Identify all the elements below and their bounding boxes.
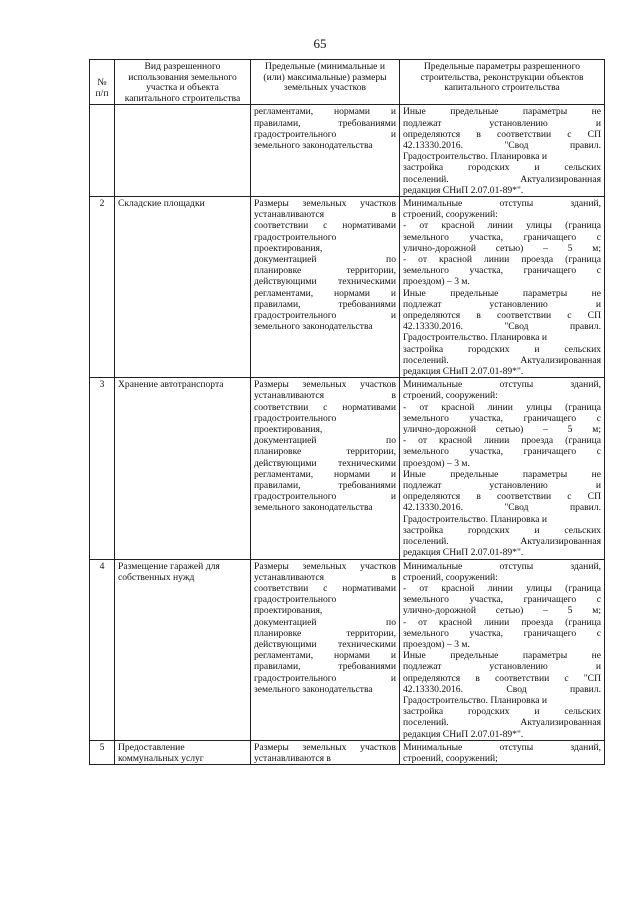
text-line: застройка городских и сельских	[403, 162, 601, 174]
text-line: земельного участка, граничащего с	[403, 231, 601, 243]
text-line: документацией по	[254, 254, 396, 266]
text-line: Минимальные отступы зданий,	[403, 560, 601, 572]
text-line: редакция СНиП 2.07.01-89*".	[403, 184, 524, 196]
text-line: устанавливаются в	[254, 390, 396, 402]
text-line: Хранение автотранспорта	[118, 379, 224, 391]
text-line: Градостроительство. Планировка и	[403, 151, 548, 163]
use-cell	[115, 105, 251, 197]
row-number: 2	[90, 197, 115, 378]
text-line: Иные предельные параметры не	[403, 106, 601, 118]
size-cell	[251, 197, 400, 378]
text-line: улично-дорожной сетью) – 5 м;	[403, 424, 601, 436]
text-line: соответствии с нормативами	[254, 582, 396, 594]
text-line: поселений. Актуализированная	[403, 536, 601, 548]
text-line: - от красной линии проезда (граница	[403, 435, 601, 447]
row-number: 3	[90, 378, 115, 559]
text-line: подлежат установлению и	[403, 480, 601, 492]
text-line: строений, сооружений:	[403, 390, 498, 402]
row-number: 4	[90, 559, 115, 740]
text-line: земельного законодательства	[254, 683, 373, 695]
text-line: Иные предельные параметры не	[403, 468, 601, 480]
text-line: Иные предельные параметры не	[403, 650, 601, 662]
text-line: застройка городских и сельских	[403, 524, 601, 536]
text-line: земельного законодательства	[254, 321, 373, 333]
text-line: соответствии с нормативами	[254, 220, 396, 232]
size-cell	[251, 105, 400, 197]
text-line: Складские площадки	[118, 198, 205, 209]
params-cell	[400, 559, 605, 740]
text-line: - от красной линии улицы (граница	[403, 220, 601, 232]
text-line: устанавливаются в	[254, 209, 396, 221]
text-line: 42.13330.2016. "Свод правил.	[403, 321, 601, 333]
use-cell	[115, 559, 251, 740]
text-line: проездом) – 3 м.	[403, 276, 470, 288]
text-line: регламентами, нормами и	[254, 468, 396, 480]
text-line: - от красной линии улицы (граница	[403, 582, 601, 594]
text-line: строений, сооружений;	[403, 752, 498, 764]
text-line: улично-дорожной сетью) – 5 м;	[403, 605, 601, 617]
text-line: планировке территории,	[254, 627, 396, 639]
params-cell	[400, 105, 605, 197]
text-line: проектирования,	[254, 605, 323, 617]
text-line: земельного участка, граничащего с	[403, 412, 601, 424]
text-line: действующими техническими	[254, 457, 396, 469]
header-num: № п/п	[90, 60, 115, 105]
text-line: документацией по	[254, 435, 396, 447]
text-line: строений, сооружений:	[403, 571, 498, 583]
text-line: земельного участка, граничащего с	[403, 627, 601, 639]
regulations-table	[89, 59, 605, 765]
text-line: Размеры земельных участков	[254, 198, 396, 209]
text-line: градостроительного и	[254, 128, 396, 140]
text-line: Минимальные отступы зданий,	[403, 379, 601, 391]
text-line: земельного участка, граничащего с	[403, 265, 601, 277]
row-number: 5	[90, 740, 115, 764]
use-cell	[115, 197, 251, 378]
text-line: земельного участка, граничащего с	[403, 446, 601, 458]
text-line: определяются в соответствии с СП	[403, 128, 601, 140]
text-line: Градостроительство. Планировка и	[403, 332, 548, 344]
text-line: проектирования,	[254, 424, 323, 436]
table-header-row	[90, 60, 605, 105]
text-line: 42.13330.2016. "Свод правил.	[403, 139, 601, 151]
header-params: Предельные параметры разрешенного строительства, реконструкции объектов капитального строительства	[400, 60, 605, 105]
text-line: строений, сооружений:	[403, 209, 498, 221]
text-line: Размеры земельных участков	[254, 379, 396, 391]
table-row	[90, 197, 605, 378]
text-line: земельного участка, граничащего с	[403, 594, 601, 606]
page-number: 65	[313, 36, 327, 51]
text-line: поселений. Актуализированная	[403, 717, 601, 729]
text-line: собственных нужд	[118, 571, 195, 583]
text-line: 42.13330.2016. Свод правил.	[403, 683, 601, 695]
text-line: действующими техническими	[254, 638, 396, 650]
text-line: подлежат установлению и	[403, 117, 601, 129]
text-line: Размеры земельных участков	[254, 560, 396, 572]
text-line: Градостроительство. Планировка и	[403, 513, 548, 525]
text-line: соответствии с нормативами	[254, 401, 396, 413]
text-line: правилами, требованиями	[254, 117, 396, 129]
text-line: - от красной линии проезда (граница	[403, 616, 601, 628]
text-line: земельного законодательства	[254, 502, 373, 514]
text-line: документацией по	[254, 616, 396, 628]
text-line: - от красной линии проезда (граница	[403, 254, 601, 266]
text-line: - от красной линии улицы (граница	[403, 401, 601, 413]
text-line: проектирования,	[254, 242, 323, 254]
text-line: регламентами, нормами и	[254, 287, 396, 299]
text-line: градостроительного	[254, 231, 337, 243]
text-line: градостроительного	[254, 594, 337, 606]
text-line: градостроительного и	[254, 310, 396, 322]
text-line: определяются в соответствии с "СП	[403, 672, 601, 684]
text-line: правилами, требованиями	[254, 661, 396, 673]
table-row	[90, 559, 605, 740]
table-row	[90, 740, 605, 764]
text-line: Иные предельные параметры не	[403, 287, 601, 299]
text-line: земельного законодательства	[254, 139, 373, 151]
params-cell	[400, 378, 605, 559]
size-cell	[251, 559, 400, 740]
text-line: подлежат установлению и	[403, 661, 601, 673]
table-row	[90, 105, 605, 197]
text-line: определяются в соответствии с СП	[403, 491, 601, 503]
params-cell	[400, 740, 605, 764]
use-cell	[115, 740, 251, 764]
text-line: планировке территории,	[254, 446, 396, 458]
text-line: Предоставление	[118, 741, 185, 753]
text-line: Минимальные отступы зданий,	[403, 741, 601, 753]
text-line: подлежат установлению и	[403, 298, 601, 310]
table-row	[90, 378, 605, 559]
text-line: проездом) – 3 м.	[403, 457, 470, 469]
text-line: правилами, требованиями	[254, 480, 396, 492]
text-line: Размеры земельных участков	[254, 741, 396, 753]
params-cell	[400, 197, 605, 378]
text-line: редакция СНиП 2.07.01-89*".	[403, 366, 524, 378]
text-line: редакция СНиП 2.07.01-89*".	[403, 547, 524, 559]
text-line: планировке территории,	[254, 265, 396, 277]
row-number	[90, 105, 115, 197]
text-line: определяются в соответствии с СП	[403, 310, 601, 322]
header-size: Предельные (минимальные и (или) максимальные) размеры земельных участков	[251, 60, 400, 105]
text-line: правилами, требованиями	[254, 298, 396, 310]
text-line: устанавливаются в	[254, 752, 331, 764]
text-line: действующими техническими	[254, 276, 396, 288]
text-line: застройка городских и сельских	[403, 343, 601, 355]
text-line: улично-дорожной сетью) – 5 м;	[403, 242, 601, 254]
text-line: градостроительного и	[254, 491, 396, 503]
text-line: градостроительного	[254, 412, 337, 424]
text-line: поселений. Актуализированная	[403, 173, 601, 185]
text-line: регламентами, нормами и	[254, 650, 396, 662]
text-line: коммунальных услуг	[118, 752, 204, 764]
text-line: Минимальные отступы зданий,	[403, 198, 601, 209]
text-line: регламентами, нормами и	[254, 106, 396, 118]
text-line: устанавливаются в	[254, 571, 396, 583]
header-use: Вид разрешенного использования земельного участка и объекта капитального строительства	[115, 60, 251, 105]
text-line: проездом) – 3 м.	[403, 638, 470, 650]
size-cell	[251, 378, 400, 559]
text-line: редакция СНиП 2.07.01-89*".	[403, 728, 524, 740]
text-line: поселений. Актуализированная	[403, 354, 601, 366]
text-line: застройка городских и сельских	[403, 706, 601, 718]
text-line: Градостроительство. Планировка и	[403, 694, 548, 706]
text-line: градостроительного и	[254, 672, 396, 684]
size-cell	[251, 740, 400, 764]
text-line: Размещение гаражей для	[118, 560, 220, 572]
text-line: 42.13330.2016. "Свод правил.	[403, 502, 601, 514]
use-cell	[115, 378, 251, 559]
